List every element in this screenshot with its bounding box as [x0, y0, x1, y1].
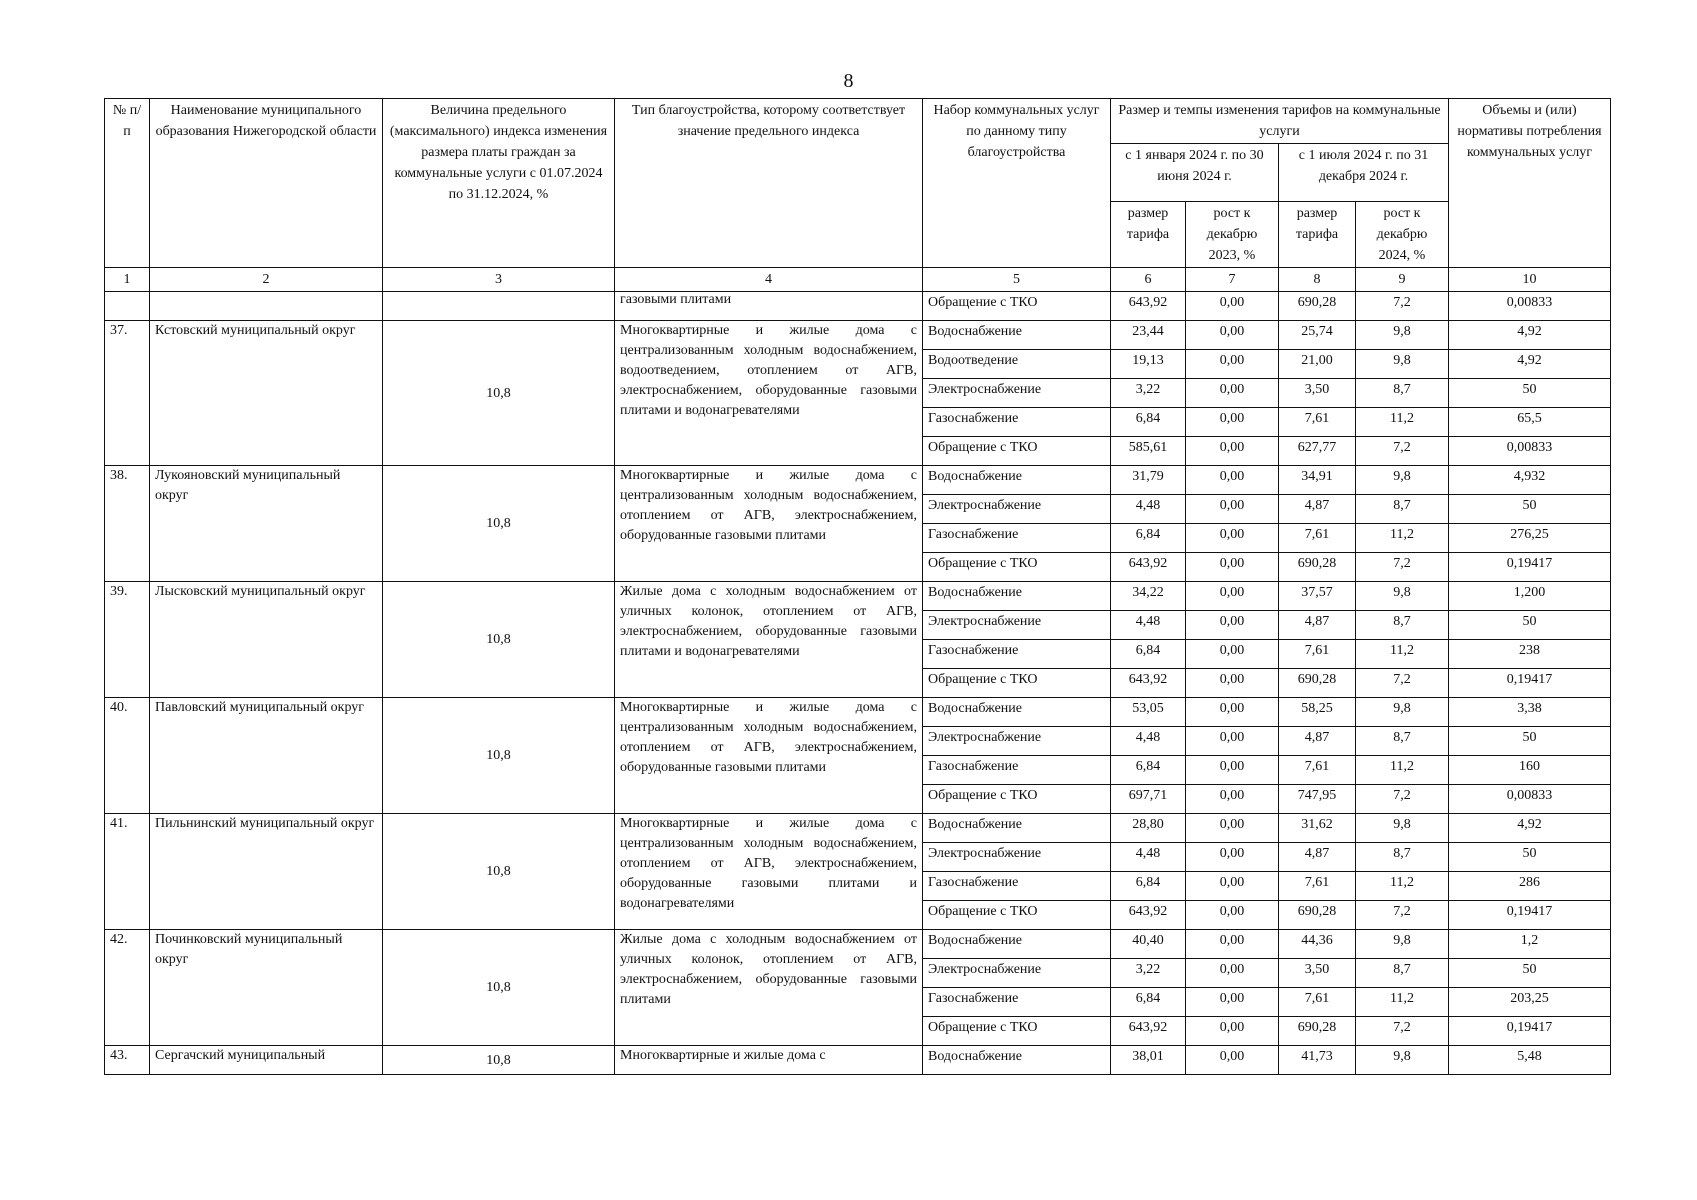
service-name: Электроснабжение [923, 843, 1111, 872]
table-row [105, 930, 1611, 959]
volume-value: 0,00833 [1449, 785, 1611, 814]
improvement-type: газовыми плитами [615, 292, 923, 321]
service-name: Электроснабжение [923, 379, 1111, 408]
growth-value: 0,00 [1186, 901, 1279, 930]
growth-value: 0,00 [1186, 785, 1279, 814]
tariff-value: 690,28 [1279, 1017, 1356, 1046]
column-number: 7 [1186, 268, 1279, 292]
growth-value: 9,8 [1356, 582, 1449, 611]
service-name: Электроснабжение [923, 495, 1111, 524]
growth-value: 0,00 [1186, 524, 1279, 553]
row-number: 38. [105, 466, 150, 582]
tariff-value: 3,50 [1279, 379, 1356, 408]
tariff-value: 6,84 [1111, 872, 1186, 901]
service-name: Газоснабжение [923, 756, 1111, 785]
tariff-value: 58,25 [1279, 698, 1356, 727]
growth-value: 9,8 [1356, 321, 1449, 350]
tariff-value: 697,71 [1111, 785, 1186, 814]
growth-value: 0,00 [1186, 1046, 1279, 1075]
table-row [105, 1046, 1611, 1075]
tariff-value: 4,87 [1279, 727, 1356, 756]
tariff-value: 627,77 [1279, 437, 1356, 466]
improvement-type: Жилые дома с холодным водоснабжением от уличных колонок, отоплением от АГВ, электроснабжением, оборудованные газовыми плитами и водонагревателями [615, 582, 923, 698]
growth-value: 0,00 [1186, 495, 1279, 524]
table-row [105, 582, 1611, 611]
header-growth-2: рост к декабрю 2024, % [1356, 202, 1449, 268]
tariff-value: 6,84 [1111, 988, 1186, 1017]
service-name: Газоснабжение [923, 640, 1111, 669]
column-number: 6 [1111, 268, 1186, 292]
tariff-value: 41,73 [1279, 1046, 1356, 1075]
tariff-value: 7,61 [1279, 872, 1356, 901]
row-number: 37. [105, 321, 150, 466]
volume-value: 1,2 [1449, 930, 1611, 959]
growth-value: 11,2 [1356, 524, 1449, 553]
growth-value: 0,00 [1186, 1017, 1279, 1046]
price-index: 10,8 [383, 814, 615, 930]
growth-value: 8,7 [1356, 843, 1449, 872]
table-row [105, 321, 1611, 350]
growth-value: 0,00 [1186, 640, 1279, 669]
tariff-value: 28,80 [1111, 814, 1186, 843]
header-growth-1: рост к декабрю 2023, % [1186, 202, 1279, 268]
tariff-value: 3,22 [1111, 959, 1186, 988]
header-tariff-group: Размер и темпы изменения тарифов на коммунальные услуги [1111, 99, 1449, 144]
header-tariff-size-1: размер тарифа [1111, 202, 1186, 268]
growth-value: 0,00 [1186, 321, 1279, 350]
improvement-type: Жилые дома с холодным водоснабжением от уличных колонок, отоплением от АГВ, электроснабжением, оборудованные газовыми плитами [615, 930, 923, 1046]
volume-value: 50 [1449, 843, 1611, 872]
volume-value: 50 [1449, 611, 1611, 640]
price-index: 10,8 [383, 930, 615, 1046]
volume-value: 0,00833 [1449, 292, 1611, 321]
column-number: 3 [383, 268, 615, 292]
column-number: 2 [150, 268, 383, 292]
service-name: Электроснабжение [923, 959, 1111, 988]
growth-value: 0,00 [1186, 872, 1279, 901]
growth-value: 8,7 [1356, 959, 1449, 988]
tariff-value: 585,61 [1111, 437, 1186, 466]
municipality-name: Сергачский муниципальный [150, 1046, 383, 1075]
column-number: 10 [1449, 268, 1611, 292]
row-number: 40. [105, 698, 150, 814]
row-number: 43. [105, 1046, 150, 1075]
tariff-value: 7,61 [1279, 640, 1356, 669]
growth-value: 11,2 [1356, 756, 1449, 785]
growth-value: 9,8 [1356, 930, 1449, 959]
growth-value: 0,00 [1186, 988, 1279, 1017]
tariff-value: 38,01 [1111, 1046, 1186, 1075]
growth-value: 9,8 [1356, 814, 1449, 843]
tariff-value: 19,13 [1111, 350, 1186, 379]
tariff-value: 4,87 [1279, 611, 1356, 640]
growth-value: 0,00 [1186, 292, 1279, 321]
tariff-value: 4,48 [1111, 495, 1186, 524]
service-name: Обращение с ТКО [923, 901, 1111, 930]
service-name: Водоснабжение [923, 814, 1111, 843]
growth-value: 8,7 [1356, 727, 1449, 756]
improvement-type: Многоквартирные и жилые дома с централизованным холодным водоснабжением, отоплением от АГВ, электроснабжением, оборудованные газовыми плитами [615, 466, 923, 582]
growth-value: 0,00 [1186, 553, 1279, 582]
growth-value: 11,2 [1356, 640, 1449, 669]
tariff-value: 643,92 [1111, 669, 1186, 698]
growth-value: 11,2 [1356, 408, 1449, 437]
tariff-value: 690,28 [1279, 669, 1356, 698]
column-numbers-row [105, 268, 1611, 292]
growth-value: 7,2 [1356, 669, 1449, 698]
tariff-value: 4,48 [1111, 843, 1186, 872]
municipality-name: Пильнинский муниципальный округ [150, 814, 383, 930]
volume-value: 4,92 [1449, 321, 1611, 350]
column-number: 8 [1279, 268, 1356, 292]
service-name: Водоснабжение [923, 930, 1111, 959]
tariff-value: 6,84 [1111, 524, 1186, 553]
improvement-type: Многоквартирные и жилые дома с централизованным холодным водоснабжением, отоплением от АГВ, электроснабжением, оборудованные газовыми плитами [615, 698, 923, 814]
row-number: 42. [105, 930, 150, 1046]
header-improvement-type: Тип благоустройства, которому соответствует значение предельного индекса [615, 99, 923, 268]
tariff-value: 7,61 [1279, 408, 1356, 437]
service-name: Обращение с ТКО [923, 553, 1111, 582]
page-number: 8 [843, 70, 854, 92]
table-row [105, 292, 1611, 321]
tariff-value: 690,28 [1279, 901, 1356, 930]
service-name: Обращение с ТКО [923, 785, 1111, 814]
growth-value: 9,8 [1356, 350, 1449, 379]
header-period-2: с 1 июля 2024 г. по 31 декабря 2024 г. [1279, 144, 1449, 202]
tariff-value: 34,22 [1111, 582, 1186, 611]
tariffs-table [104, 98, 1611, 1075]
growth-value: 0,00 [1186, 582, 1279, 611]
volume-value: 160 [1449, 756, 1611, 785]
growth-value: 7,2 [1356, 1017, 1449, 1046]
growth-value: 0,00 [1186, 959, 1279, 988]
growth-value: 0,00 [1186, 843, 1279, 872]
service-name: Газоснабжение [923, 872, 1111, 901]
table-row [105, 814, 1611, 843]
tariff-value: 643,92 [1111, 901, 1186, 930]
table-row [105, 466, 1611, 495]
tariff-value: 21,00 [1279, 350, 1356, 379]
header-services: Набор коммунальных услуг по данному типу благоустройства [923, 99, 1111, 268]
service-name: Газоснабжение [923, 408, 1111, 437]
tariff-value: 40,40 [1111, 930, 1186, 959]
growth-value: 0,00 [1186, 408, 1279, 437]
tariff-value: 31,79 [1111, 466, 1186, 495]
volume-value: 4,92 [1449, 814, 1611, 843]
row-number: 41. [105, 814, 150, 930]
price-index: 10,8 [383, 321, 615, 466]
tariff-value: 53,05 [1111, 698, 1186, 727]
growth-value: 0,00 [1186, 611, 1279, 640]
municipality-name: Павловский муниципальный округ [150, 698, 383, 814]
growth-value: 8,7 [1356, 495, 1449, 524]
growth-value: 0,00 [1186, 437, 1279, 466]
header-tariff-size-2: размер тарифа [1279, 202, 1356, 268]
tariff-value: 31,62 [1279, 814, 1356, 843]
volume-value: 50 [1449, 379, 1611, 408]
tariff-value: 4,48 [1111, 727, 1186, 756]
tariff-value: 3,50 [1279, 959, 1356, 988]
growth-value: 0,00 [1186, 727, 1279, 756]
service-name: Обращение с ТКО [923, 1017, 1111, 1046]
column-number: 9 [1356, 268, 1449, 292]
service-name: Водоснабжение [923, 466, 1111, 495]
growth-value: 0,00 [1186, 698, 1279, 727]
growth-value: 0,00 [1186, 756, 1279, 785]
tariff-value: 25,74 [1279, 321, 1356, 350]
service-name: Электроснабжение [923, 727, 1111, 756]
improvement-type: Многоквартирные и жилые дома с [615, 1046, 923, 1075]
growth-value: 8,7 [1356, 611, 1449, 640]
growth-value: 0,00 [1186, 814, 1279, 843]
tariff-value: 44,36 [1279, 930, 1356, 959]
tariff-value: 7,61 [1279, 756, 1356, 785]
service-name: Электроснабжение [923, 611, 1111, 640]
growth-value: 7,2 [1356, 785, 1449, 814]
growth-value: 9,8 [1356, 1046, 1449, 1075]
volume-value: 0,00833 [1449, 437, 1611, 466]
header-volumes: Объемы и (или) нормативы потребления коммунальных услуг [1449, 99, 1611, 268]
volume-value: 4,92 [1449, 350, 1611, 379]
tariff-value: 747,95 [1279, 785, 1356, 814]
municipality-name: Лукояновский муниципальный округ [150, 466, 383, 582]
price-index: 10,8 [383, 466, 615, 582]
volume-value: 0,19417 [1449, 1017, 1611, 1046]
tariff-value: 6,84 [1111, 756, 1186, 785]
column-number: 5 [923, 268, 1111, 292]
improvement-type: Многоквартирные и жилые дома с централизованным холодным водоснабжением, отоплением от АГВ, электроснабжением, оборудованные газовыми плитами и водонагревателями [615, 814, 923, 930]
tariff-value: 690,28 [1279, 553, 1356, 582]
tariff-value: 4,87 [1279, 495, 1356, 524]
tariff-value: 23,44 [1111, 321, 1186, 350]
tariff-value: 643,92 [1111, 292, 1186, 321]
growth-value: 9,8 [1356, 466, 1449, 495]
tariff-value: 690,28 [1279, 292, 1356, 321]
service-name: Водоотведение [923, 350, 1111, 379]
volume-value: 50 [1449, 727, 1611, 756]
tariff-value: 37,57 [1279, 582, 1356, 611]
growth-value: 11,2 [1356, 872, 1449, 901]
municipality-name: Лысковский муниципальный округ [150, 582, 383, 698]
column-number: 1 [105, 268, 150, 292]
price-index: 10,8 [383, 582, 615, 698]
volume-value: 238 [1449, 640, 1611, 669]
growth-value: 7,2 [1356, 553, 1449, 582]
tariff-value: 4,48 [1111, 611, 1186, 640]
service-name: Обращение с ТКО [923, 437, 1111, 466]
header-municipality: Наименование муниципального образования Нижегородской области [150, 99, 383, 268]
tariff-value: 7,61 [1279, 524, 1356, 553]
volume-value: 0,19417 [1449, 901, 1611, 930]
growth-value: 11,2 [1356, 988, 1449, 1017]
tariff-value: 643,92 [1111, 1017, 1186, 1046]
service-name: Газоснабжение [923, 524, 1111, 553]
service-name: Обращение с ТКО [923, 292, 1111, 321]
tariff-value: 4,87 [1279, 843, 1356, 872]
volume-value: 65,5 [1449, 408, 1611, 437]
tariff-value: 34,91 [1279, 466, 1356, 495]
tariff-value: 7,61 [1279, 988, 1356, 1017]
municipality-name: Починковский муниципальный округ [150, 930, 383, 1046]
municipality-name: Кстовский муниципальный округ [150, 321, 383, 466]
header-index: Величина предельного (максимального) индекса изменения размера платы граждан за коммунальные услуги с 01.07.2024 по 31.12.2024, % [383, 99, 615, 268]
volume-value: 203,25 [1449, 988, 1611, 1017]
header-number: № п/п [105, 99, 150, 268]
tariff-value: 643,92 [1111, 553, 1186, 582]
volume-value: 3,38 [1449, 698, 1611, 727]
service-name: Газоснабжение [923, 988, 1111, 1017]
growth-value: 7,2 [1356, 292, 1449, 321]
service-name: Водоснабжение [923, 1046, 1111, 1075]
growth-value: 7,2 [1356, 437, 1449, 466]
improvement-type: Многоквартирные и жилые дома с централизованным холодным водоснабжением, водоотведением, отоплением от АГВ, электроснабжением, оборудованные газовыми плитами и водонагревателями [615, 321, 923, 466]
row-number: 39. [105, 582, 150, 698]
volume-value: 276,25 [1449, 524, 1611, 553]
volume-value: 50 [1449, 959, 1611, 988]
volume-value: 0,19417 [1449, 553, 1611, 582]
volume-value: 4,932 [1449, 466, 1611, 495]
service-name: Обращение с ТКО [923, 669, 1111, 698]
growth-value: 9,8 [1356, 698, 1449, 727]
table-row [105, 698, 1611, 727]
column-number: 4 [615, 268, 923, 292]
volume-value: 5,48 [1449, 1046, 1611, 1075]
growth-value: 0,00 [1186, 379, 1279, 408]
service-name: Водоснабжение [923, 698, 1111, 727]
volume-value: 286 [1449, 872, 1611, 901]
price-index: 10,8 [383, 1046, 615, 1075]
volume-value: 1,200 [1449, 582, 1611, 611]
tariff-value: 6,84 [1111, 640, 1186, 669]
tariff-value: 6,84 [1111, 408, 1186, 437]
growth-value: 0,00 [1186, 930, 1279, 959]
tariff-value: 3,22 [1111, 379, 1186, 408]
volume-value: 50 [1449, 495, 1611, 524]
growth-value: 7,2 [1356, 901, 1449, 930]
growth-value: 8,7 [1356, 379, 1449, 408]
growth-value: 0,00 [1186, 466, 1279, 495]
growth-value: 0,00 [1186, 350, 1279, 379]
service-name: Водоснабжение [923, 582, 1111, 611]
volume-value: 0,19417 [1449, 669, 1611, 698]
header-period-1: с 1 января 2024 г. по 30 июня 2024 г. [1111, 144, 1279, 202]
price-index: 10,8 [383, 698, 615, 814]
service-name: Водоснабжение [923, 321, 1111, 350]
growth-value: 0,00 [1186, 669, 1279, 698]
